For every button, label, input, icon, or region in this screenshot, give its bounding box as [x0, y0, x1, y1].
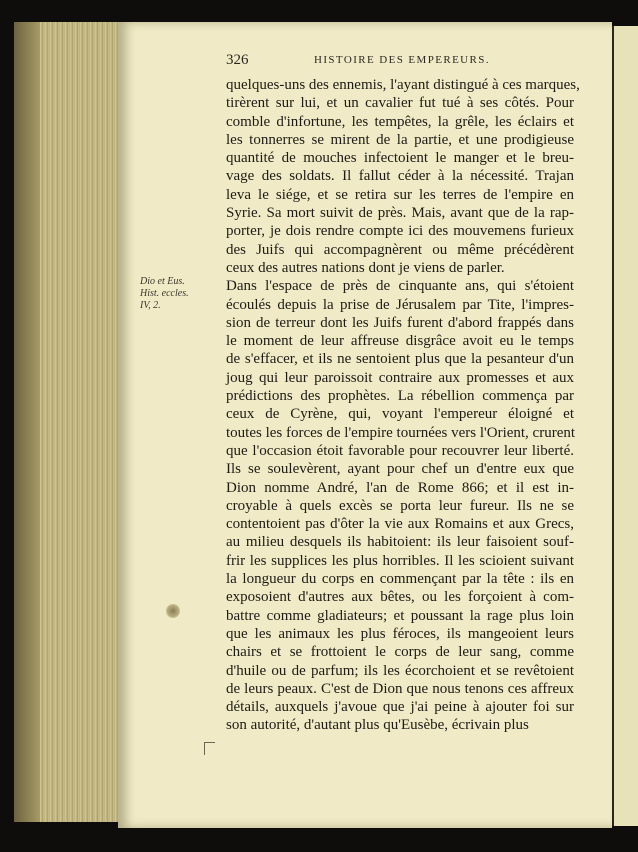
- text-line: que les animaux les plus féroces, ils mangeoient leurs: [226, 625, 574, 642]
- text-line: Dans l'espace de près de cinquante ans, qui s'étoient: [226, 278, 574, 295]
- margin-note-line: Dio et Eus.: [140, 276, 185, 287]
- text-line: croyable à quels excès se porta leur fureur. Ils ne se: [226, 497, 574, 514]
- text-line: ceux de Cyrène, qui, voyant l'empereur éloigné et: [226, 406, 574, 423]
- text-line: le moment de leur affreuse disgrâce avoit eu le temps: [226, 333, 574, 350]
- text-line: des Juifs qui accompagnèrent ou même précédèrent: [226, 241, 574, 258]
- text-line: détails, auxquels j'avoue que j'ai peine à ajouter foi sur: [226, 699, 574, 716]
- corner-mark: [204, 742, 215, 755]
- text-line: écoulés depuis la prise de Jérusalem par Tite, l'impres-: [226, 296, 574, 313]
- text-line: vage des soldats. Il fallut céder à la nécessité. Trajan: [226, 168, 574, 185]
- foxing-spot: [166, 604, 180, 618]
- text-line: les tonnerres se mirent de la partie, et une prodigieuse: [226, 131, 574, 148]
- facing-page-edge: [612, 26, 638, 826]
- text-line: Ils se soulevèrent, ayant pour chef un d'entre eux que: [226, 461, 574, 478]
- text-line: au milieu desquels ils habitoient: ils leur faisoient souf-: [226, 534, 574, 551]
- text-line: de s'effacer, et ils ne sentoient plus que la pesanteur d'un: [226, 351, 574, 368]
- running-title: HISTOIRE DES EMPEREURS.: [314, 54, 490, 66]
- text-line: joug qui leur paroissoit contraire aux promesses et aux: [226, 369, 574, 386]
- text-line: battre comme gladiateurs; et poussant la rage plus loin: [226, 607, 574, 624]
- text-line: sion de terreur dont les Juifs furent d'abord frappés dans: [226, 314, 574, 331]
- text-line: frir les supplices les plus horribles. Il les scioient suivant: [226, 552, 574, 569]
- text-line: quantité de mouches infectoient le manger et le breu-: [226, 150, 574, 167]
- text-line: son autorité, d'autant plus qu'Eusèbe, écrivain plus: [226, 717, 529, 734]
- text-line: que l'occasion étoit favorable pour recouvrer leur liberté.: [226, 442, 574, 459]
- margin-note-line: IV, 2.: [140, 300, 161, 311]
- text-line: Syrie. Sa mort suivit de près. Mais, avant que de la rap-: [226, 205, 574, 222]
- body-text: [226, 76, 580, 735]
- text-line: d'huile ou de parfum; ils les écorchoient et se revêtoient: [226, 662, 574, 679]
- text-line: chairs et se frottoient le corps de leur sang, comme: [226, 644, 574, 661]
- text-line: exposoient d'autres aux bêtes, ou les forçoient à com-: [226, 589, 574, 606]
- text-line: leva le siége, et se retira sur les terres de l'empire en: [226, 186, 574, 203]
- running-head: [226, 52, 576, 72]
- text-line: quelques-uns des ennemis, l'ayant distingué à ces marques,: [226, 77, 580, 93]
- text-line: porter, je dois rendre compte ici des mouvemens furieux: [226, 223, 574, 240]
- text-line: ceux des autres nations dont je viens de parler.: [226, 259, 505, 276]
- text-line: de leurs peaux. C'est de Dion que nous tenons ces affreux: [226, 680, 574, 697]
- text-line: contentoient pas d'ôter la vie aux Romains et aux Grecs,: [226, 516, 574, 533]
- text-line: prédictions des prophètes. La rébellion commença par: [226, 388, 574, 405]
- text-line: tirèrent sur lui, et un cavalier fut tué à ses côtés. Pour: [226, 95, 574, 112]
- text-line: Dion nomme André, l'an de Rome 866; et il est in-: [226, 479, 574, 496]
- margin-note-line: Hist. eccles.: [140, 288, 189, 299]
- text-line: toutes les forces de l'empire tournées vers l'Orient, crurent: [226, 424, 576, 441]
- page-number: 326: [226, 52, 249, 68]
- margin-note: [140, 276, 224, 312]
- text-line: comble d'infortune, les tempêtes, la grêle, les éclairs et: [226, 113, 574, 130]
- binding-shadow: [14, 22, 40, 822]
- text-line: la longueur du corps en commençant par la tête : ils en: [226, 571, 574, 588]
